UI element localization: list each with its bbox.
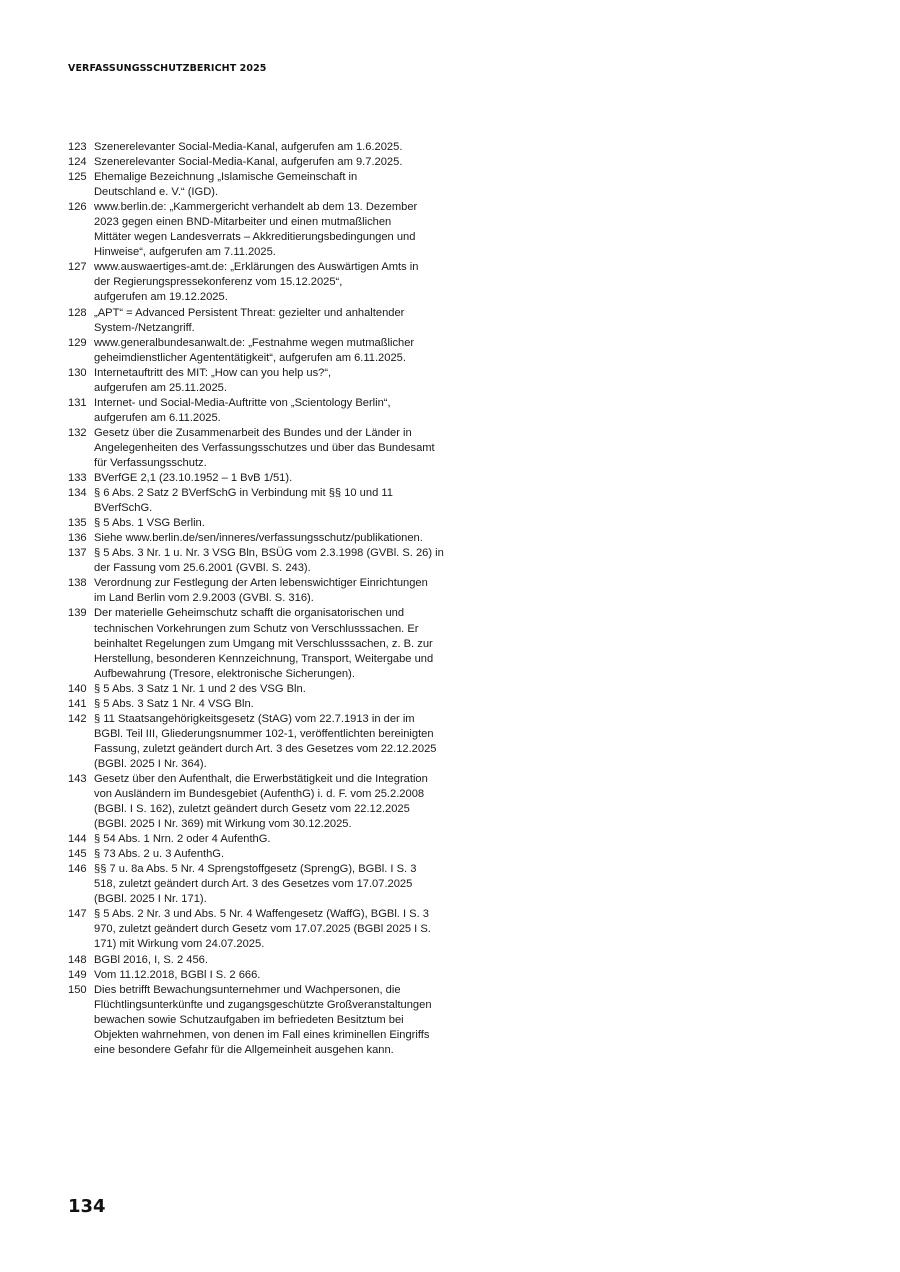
footnote-text-line: § 6 Abs. 2 Satz 2 BVerfSchG in Verbindung mit §§ 10 und 11 xyxy=(94,487,393,500)
footnote-number: 137 xyxy=(68,547,87,560)
footnote-text-line: BGBl. Teil III, Gliederungsnummer 102-1, veröffentlichten bereinigten xyxy=(94,727,434,740)
footnote-number: 140 xyxy=(68,682,87,695)
footnote-number: 134 xyxy=(68,487,87,500)
footnote-text-line: § 5 Abs. 1 VSG Berlin. xyxy=(94,517,205,530)
footnote-text-line: www.generalbundesanwalt.de: „Festnahme wegen mutmaßlicher xyxy=(94,336,415,349)
footnote-item xyxy=(68,471,448,486)
footnote-number: 130 xyxy=(68,366,87,379)
footnote-number: 148 xyxy=(68,953,87,966)
footnote-text-line: Flüchtlingsunterkünfte und zugangsgeschützte Großveranstaltungen xyxy=(94,998,432,1011)
footnote-number: 135 xyxy=(68,517,87,530)
footnote-text-line: Ehemalige Bezeichnung „Islamische Gemeinschaft in xyxy=(94,171,358,184)
footnote-item xyxy=(68,260,448,305)
footnote-text-line: (BGBl. 2025 I Nr. 369) mit Wirkung vom 30.12.2025. xyxy=(94,818,352,831)
footnote-text-line: Szenerelevanter Social-Media-Kanal, aufgerufen am 1.6.2025. xyxy=(94,141,403,153)
footnote-item xyxy=(68,516,448,531)
footnote-text-line: Objekten wahrnehmen, von denen im Fall eines kriminellen Eingriffs xyxy=(94,1028,430,1041)
footnote-item xyxy=(68,772,448,832)
running-header: VERFASSUNGSSCHUTZBERICHT 2025 xyxy=(68,63,267,74)
footnote-text-line: geheimdienstlicher Agententätigkeit“, aufgerufen am 6.11.2025. xyxy=(94,351,406,364)
footnote-number: 139 xyxy=(68,607,87,620)
footnote-text-line: System-/Netzangriff. xyxy=(94,321,195,334)
footnote-text-line: BVerfSchG. xyxy=(94,502,153,515)
footnote-text-line: BVerfGE 2,1 (23.10.1952 – 1 BvB 1/51). xyxy=(94,472,293,485)
footnote-text-line: § 11 Staatsangehörigkeitsgesetz (StAG) vom 22.7.1913 in der im xyxy=(94,712,415,725)
footnote-text-line: Internetauftritt des MIT: „How can you help us?“, xyxy=(94,366,332,379)
footnote-text-line: der Fassung vom 25.6.2001 (GVBl. S. 243). xyxy=(94,562,311,575)
footnote-number: 145 xyxy=(68,848,87,861)
footnote-text-line: Szenerelevanter Social-Media-Kanal, aufgerufen am 9.7.2025. xyxy=(94,156,403,169)
footnote-text-line: Mittäter wegen Landesverrats – Akkreditierungsbedingungen und xyxy=(94,231,416,244)
footnote-text-line: (BGBl. 2025 I Nr. 364). xyxy=(94,757,207,770)
footnote-text-line: Gesetz über die Zusammenarbeit des Bundes und der Länder in xyxy=(94,426,412,439)
footnote-number: 126 xyxy=(68,201,87,214)
footnote-number: 142 xyxy=(68,712,87,725)
footnote-item xyxy=(68,155,448,170)
footnote-text-line: aufgerufen am 19.12.2025. xyxy=(94,291,228,304)
footnote-item xyxy=(68,306,448,336)
footnote-text-line: (BGBl. I S. 162), zuletzt geändert durch Gesetz vom 22.12.2025 xyxy=(94,803,410,816)
footnote-number: 123 xyxy=(68,141,87,153)
footnote-item xyxy=(68,531,448,546)
footnote-text-line: eine besondere Gefahr für die Allgemeinheit ausgehen kann. xyxy=(94,1043,394,1056)
footnote-text-line: Hinweise“, aufgerufen am 7.11.2025. xyxy=(94,246,276,259)
footnote-text-line: § 73 Abs. 2 u. 3 AufenthG. xyxy=(94,848,225,861)
footnote-number: 144 xyxy=(68,833,87,846)
footnote-number: 150 xyxy=(68,983,87,996)
footnote-text-line: bewachen sowie Schutzaufgaben im befriedeten Besitztum bei xyxy=(94,1013,404,1026)
footnote-text-line: 171) mit Wirkung vom 24.07.2025. xyxy=(94,938,265,951)
footnote-text-line: § 54 Abs. 1 Nrn. 2 oder 4 AufenthG. xyxy=(94,833,271,846)
footnote-text-line: Der materielle Geheimschutz schafft die organisatorischen und xyxy=(94,607,405,620)
footnote-text-line: aufgerufen am 25.11.2025. xyxy=(94,381,227,394)
footnote-item xyxy=(68,140,448,155)
footnote-text-line: Gesetz über den Aufenthalt, die Erwerbstätigkeit und die Integration xyxy=(94,772,428,785)
footnote-item xyxy=(68,576,448,606)
footnote-number: 133 xyxy=(68,472,87,485)
footnote-item xyxy=(68,336,448,366)
footnote-number: 127 xyxy=(68,261,87,274)
footnote-number: 149 xyxy=(68,968,87,981)
footnote-text-line: www.auswaertiges-amt.de: „Erklärungen des Auswärtigen Amts in xyxy=(94,261,419,274)
footnote-item xyxy=(68,983,448,1058)
footnote-number: 136 xyxy=(68,532,87,545)
footnote-item xyxy=(68,712,448,772)
footnote-text-line: im Land Berlin vom 2.9.2003 (GVBl. S. 316). xyxy=(94,592,314,605)
footnote-text-line: Vom 11.12.2018, BGBl I S. 2 666. xyxy=(94,968,261,981)
footnote-text-line: Aufbewahrung (Tresore, elektronische Sicherungen). xyxy=(94,667,355,680)
footnote-text-line: Verordnung zur Festlegung der Arten lebenswichtiger Einrichtungen xyxy=(94,577,428,590)
footnote-text-line: aufgerufen am 6.11.2025. xyxy=(94,411,221,424)
footnote-text-line: Angelegenheiten des Verfassungsschutzes und über das Bundesamt xyxy=(94,441,435,454)
footnote-item xyxy=(68,366,448,396)
footnote-item xyxy=(68,907,448,952)
footnote-text-line: für Verfassungsschutz. xyxy=(94,456,207,469)
footnote-item xyxy=(68,682,448,697)
footnote-text-line: 2023 gegen einen BND-Mitarbeiter und einen mutmaßlichen xyxy=(94,216,392,229)
footnote-number: 132 xyxy=(68,426,87,439)
footnote-text-line: beinhaltet Regelungen zum Umgang mit Verschlusssachen, z. B. zur xyxy=(94,637,433,650)
footnote-number: 131 xyxy=(68,396,87,409)
footnote-item xyxy=(68,546,448,576)
footnote-text-line: Deutschland e. V.“ (IGD). xyxy=(94,186,219,199)
footnote-item xyxy=(68,862,448,907)
footnote-item xyxy=(68,697,448,712)
footnote-item xyxy=(68,396,448,426)
footnote-number: 141 xyxy=(68,697,87,710)
footnote-text-line: „APT“ = Advanced Persistent Threat: gezielter und anhaltender xyxy=(94,306,405,319)
footnote-item xyxy=(68,847,448,862)
footnote-item xyxy=(68,832,448,847)
footnote-text-line: BGBl 2016, I, S. 2 456. xyxy=(94,953,208,966)
footnote-text-line: Siehe www.berlin.de/sen/inneres/verfassungsschutz/publikationen. xyxy=(94,532,423,545)
footnote-item xyxy=(68,968,448,983)
footnote-text-line: § 5 Abs. 3 Satz 1 Nr. 4 VSG Bln. xyxy=(94,697,254,710)
page-number: 134 xyxy=(68,1196,106,1217)
footnote-text-line: von Ausländern im Bundesgebiet (AufenthG) i. d. F. vom 25.2.2008 xyxy=(94,788,425,801)
footnote-text-line: Dies betrifft Bewachungsunternehmer und Wachpersonen, die xyxy=(94,983,401,996)
footnote-text-line: Internet- und Social-Media-Auftritte von „Scientology Berlin“, xyxy=(94,396,391,409)
footnote-number: 147 xyxy=(68,908,87,921)
footnote-list xyxy=(68,140,448,1058)
footnote-number: 143 xyxy=(68,772,87,785)
footnote-item xyxy=(68,953,448,968)
footnote-text-line: § 5 Abs. 3 Nr. 1 u. Nr. 3 VSG Bln, BSÜG vom 2.3.1998 (GVBl. S. 26) in xyxy=(94,547,444,560)
footnote-number: 138 xyxy=(68,577,87,590)
footnote-item xyxy=(68,486,448,516)
footnote-number: 124 xyxy=(68,156,87,169)
footnote-item xyxy=(68,606,448,681)
footnote-text-line: 970, zuletzt geändert durch Gesetz vom 17.07.2025 (BGBl 2025 I S. xyxy=(94,923,431,936)
footnote-number: 128 xyxy=(68,306,87,319)
footnote-text-line: Fassung, zuletzt geändert durch Art. 3 des Gesetzes vom 22.12.2025 xyxy=(94,742,437,755)
footnote-number: 125 xyxy=(68,171,87,184)
footnote-text-line: www.berlin.de: „Kammergericht verhandelt ab dem 13. Dezember xyxy=(94,201,418,214)
footnote-text-line: der Regierungspressekonferenz vom 15.12.2025“, xyxy=(94,276,343,289)
footnote-number: 129 xyxy=(68,336,87,349)
footnote-item xyxy=(68,200,448,260)
footnote-text-line: (BGBl. 2025 I Nr. 171). xyxy=(94,893,207,906)
footnote-item xyxy=(68,426,448,471)
footnote-item xyxy=(68,170,448,200)
footnote-text-line: § 5 Abs. 3 Satz 1 Nr. 1 und 2 des VSG Bln. xyxy=(94,682,306,695)
footnote-text-line: technischen Vorkehrungen zum Schutz von Verschlusssachen. Er xyxy=(94,622,419,635)
footnote-number: 146 xyxy=(68,863,87,876)
footnote-text-line: §§ 7 u. 8a Abs. 5 Nr. 4 Sprengstoffgesetz (SprengG), BGBl. I S. 3 xyxy=(94,863,417,876)
footnote-text-line: 518, zuletzt geändert durch Art. 3 des Gesetzes vom 17.07.2025 xyxy=(94,878,413,891)
footnote-text-line: § 5 Abs. 2 Nr. 3 und Abs. 5 Nr. 4 Waffengesetz (WaffG), BGBl. I S. 3 xyxy=(94,908,429,921)
footnote-text-line: Herstellung, besonderen Kennzeichnung, Transport, Weitergabe und xyxy=(94,652,434,665)
